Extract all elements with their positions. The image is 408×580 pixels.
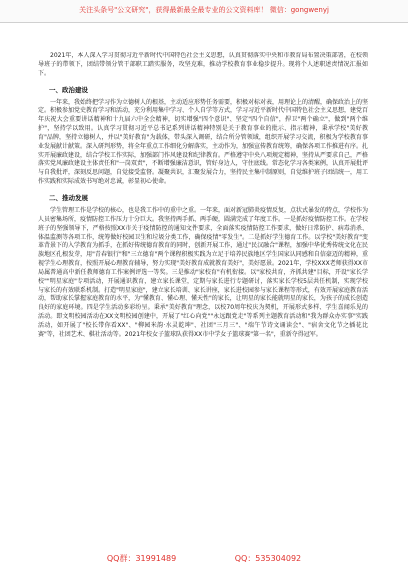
banner-text: 关注头条号"公文研究"，获得最新最全最专业的公文资料库！ 微信：gongwenyj bbox=[79, 6, 329, 14]
section-heading-political: 一、政治建设 bbox=[49, 85, 88, 94]
section-heading-development: 二、推动发展 bbox=[49, 193, 88, 202]
intro-paragraph: 2021年，本人深入学习贯彻习近平新时代中国特色社会主义思想，认真贯彻落实中央和市教育局布置决策部署，在校领导班子的带领下，团结带领分管干部职工踏实服务，攻坚克难，推动学校教育事业稳步提升。现将个人述职述责情况汇报如下。 bbox=[38, 52, 368, 77]
footer-qq: QQ：535304092 bbox=[234, 554, 302, 563]
footer-contact bbox=[0, 552, 408, 566]
top-banner bbox=[0, 0, 408, 23]
footer-qq-group: QQ群：31991489 bbox=[106, 554, 177, 563]
section-political-paragraph: 一年来，我始终把学习作为立德树人的根基，主动适应形势任务需要，积极对标对表，用理论上的清醒，确保政治上的坚定。积极参加党史教育学习和活动，充分利用集中学习、个人自学等方式，学习习近平新时代中国特色社会主义思想，建党百年庆祝大会重要讲话精神和十九届六中全会精神，切实增强"四个意识"、坚定"四个自信"，捍卫"两个确立"，做到"两个维护"，坚持学以致用。认真学习贯彻习近平总书记系列讲话精神特别是关于教育事业的批示、指示精神，秉承学校"美好教育"品牌，坚持立德树人，并以"美好教育"为载体，带头深入调研，结合所分管领域，组织开展学习交流，积极为学校教育事业发展献计献策。深入研判形势，将全年重点工作细化分解落实，主动作为，加强宣传教育统筹，确保各项工作推进有序。扎实开展廉政建设，结合学校工作实际，加强部门作风建设和纪律教育。严格遵守中央八项规定精神，坚持从严要求自己，严格落实党风廉政建设主体责任和"一岗双责"，不断增强廉洁意识，管好身边人，守住底线。常态化学习各类案例，认真开展批评与自我批评，深刻反思问题，自觉接受监督。凝聚共识，汇聚发展合力，坚持民主集中制原则，自觉维护班子团结统一，用工作实践和实际成效书写绝对忠诚，彰显初心使命。 bbox=[38, 98, 368, 186]
section-development-paragraph: 学生管理工作是学校的核心，也是我工作中的重中之重。一年来，面对新冠肺炎疫情反复，点状式暴发的特点，学校作为人员密集场所，疫情防控工作压力十分巨大。我坚持两手抓、两手硬，圆满完成了年度工作。一是抓好疫情防控工作。在学校班子的坚强领导下，严格按照XX市关于疫情防控的通知文件要求，全面落实疫情防控工作要求，做好日常防护、病毒消杀、体温监测等各项工作，统筹做好校园卫生和垃圾分类工作，确保疫情"零发生"。二是抓好学生德育工作。以学校"美好教育"变革背景下的入学教育为抓手，在抓好传统德育教育的同时，创新开展工作，通过"民汉融合"课程，加强中华优秀传统文化在民族地区孔根发芽，用"青春银行"和"三立德育"两个课程积极实践为立足于培养民族地区学生国家认同感和自信豪迈的精神，重视学生心理教育，按照开展心理教育辅导，努力实现"美好教育成就教育美好"，美好愿景。2021年，学校XXX老师获得XX市局属普通高中新任教师德育工作案例评选一等奖。三是推动"家校育"有机衔接。以"家校共育，齐抓共建"目标，开设"家长学校""明星家庭"专项活动，开展通识教育，建立家长课堂，定期与家长进行专题研讨，落实家长学校5层共任机制，实现学校与家长的有效联系机制。打造"明星家庭"，建立家长培训、家长讲座，家长进校园参与家长课程等形式，有效开展家庭教育活动，帮助家长掌握家庭教育的水平，为"懂教育、懂心理、懂天性"的家长，让明星的家长能就明星的家长，为孩子的成长创造良好的家庭环境。四是学生活动多彩纷呈。秉承"美好教育"理念，以校70周年校庆为契机，开展形式多样、学生喜闻乐见的活动。即文明校园活动在XX文明校园创建中，开展了"红心向党""永远跟党走"等系列主题教育活动和"我为群众办实事"实践活动，如开展了"校长带你看XX"、"柳园米韵·水灵乾坤"、社团"三月三"、"端午节诗文诵读会"、"宿舍文化节之插花比赛"等，社团艺术、棋社活动等。2021年校女子篮球队获得XX市中学女子篮球赛"第一名"，重新夺得冠军。 bbox=[38, 206, 368, 338]
document-body bbox=[38, 52, 368, 537]
